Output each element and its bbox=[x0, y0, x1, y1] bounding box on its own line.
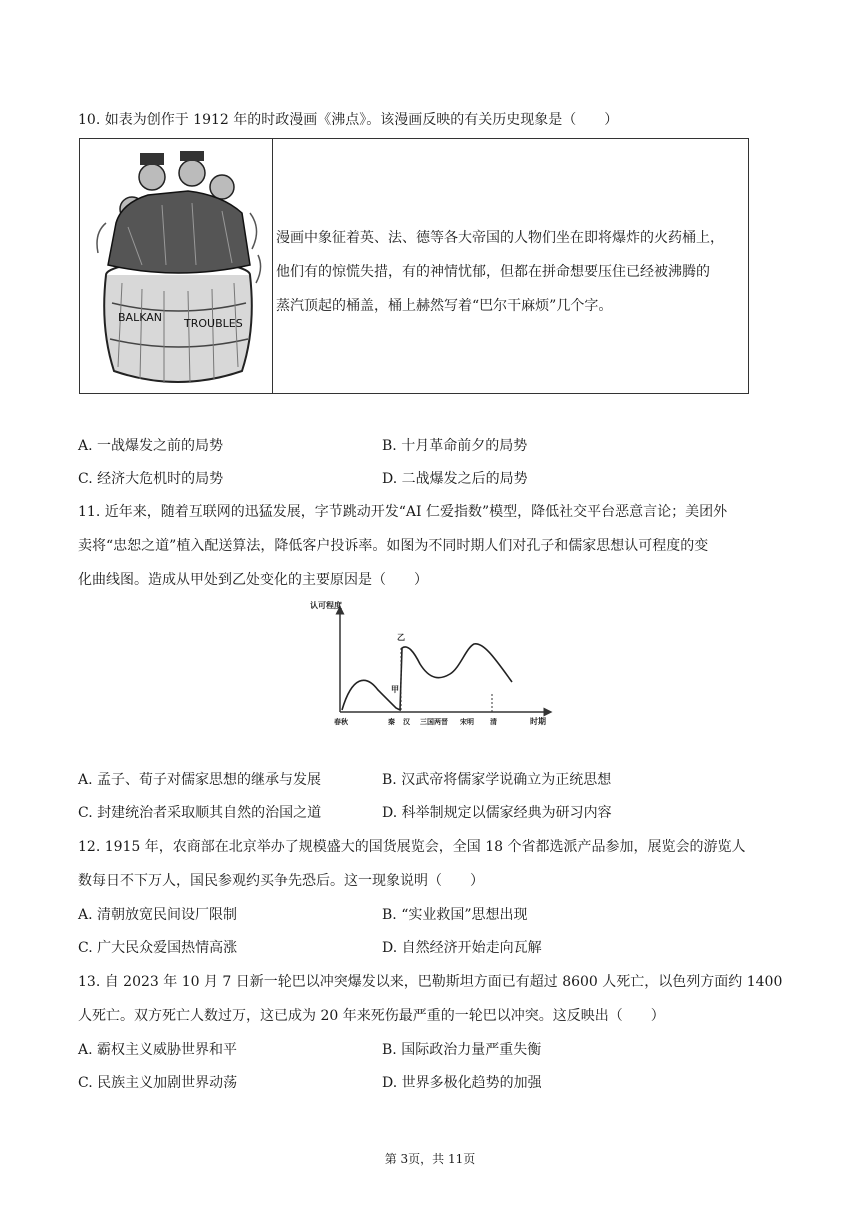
page-footer: 第 3页，共 11页 bbox=[384, 1152, 476, 1166]
q10-stem: 10. 如表为创作于 1912 年的时政漫画《沸点》。该漫画反映的有关历史现象是（ ） bbox=[78, 112, 619, 128]
cartoon-description bbox=[276, 221, 750, 323]
q11-stem-line: 11. 近年来，随着互联网的迅猛发展，字节跳动开发“AI 仁爱指数”模型，降低社交平台恶意言论；美团外 bbox=[78, 504, 728, 520]
x-tick-label: 宋明 bbox=[460, 717, 474, 726]
q13-option-c[interactable]: C. 民族主义加剧世界动荡 bbox=[78, 1075, 238, 1091]
x-tick-label: 汉 bbox=[403, 717, 410, 726]
table-divider bbox=[272, 139, 273, 393]
description-line: 蒸汽顶起的桶盖，桶上赫然写着“巴尔干麻烦”几个字。 bbox=[276, 298, 613, 314]
x-tick-label: 清 bbox=[490, 717, 497, 726]
description-line: 他们有的惊慌失措，有的神情忧郁，但都在拼命想要压住已经被沸腾的 bbox=[276, 264, 710, 280]
x-tick-label: 三国两晋 bbox=[420, 717, 448, 726]
q10-option-c[interactable]: C. 经济大危机时的局势 bbox=[78, 471, 224, 487]
q10-option-a[interactable]: A. 一战爆发之前的局势 bbox=[78, 438, 224, 454]
q11-option-b[interactable]: B. 汉武帝将儒家学说确立为正统思想 bbox=[382, 772, 612, 788]
barrel-label-balkan: BALKAN bbox=[118, 311, 162, 324]
q12-stem-line: 12. 1915 年，农商部在北京举办了规模盛大的国货展览会，全国 18 个省都选派产品参加，展览会的游览人 bbox=[78, 839, 746, 855]
q12-stem-line: 数每日不下万人，国民参观约买争先恐后。这一现象说明（ ） bbox=[78, 873, 484, 889]
q10-option-b[interactable]: B. 十月革命前夕的局势 bbox=[382, 438, 528, 454]
q13-option-a[interactable]: A. 霸权主义威胁世界和平 bbox=[78, 1042, 238, 1058]
barrel-label-troubles: TROUBLES bbox=[184, 317, 243, 330]
q12-option-a[interactable]: A. 清朝放宽民间设厂限制 bbox=[78, 907, 238, 923]
acceptance-curve-chart bbox=[308, 598, 558, 738]
q10-table bbox=[79, 138, 749, 394]
q10-option-d[interactable]: D. 二战爆发之后的局势 bbox=[382, 471, 528, 487]
q13-option-b[interactable]: B. 国际政治力量严重失衡 bbox=[382, 1042, 542, 1058]
x-tick-label: 春秋 bbox=[334, 717, 348, 726]
y-axis-label: 认可程度 bbox=[310, 600, 342, 610]
q12-option-b[interactable]: B. “实业救国”思想出现 bbox=[382, 907, 528, 923]
description-line: 漫画中象征着英、法、德等各大帝国的人物们坐在即将爆炸的火药桶上， bbox=[276, 230, 724, 246]
q11-option-d[interactable]: D. 科举制规定以儒家经典为研习内容 bbox=[382, 805, 612, 821]
q13-option-d[interactable]: D. 世界多极化趋势的加强 bbox=[382, 1075, 542, 1091]
acceptance-curve bbox=[342, 644, 512, 710]
q13-stem-line: 人死亡。双方死亡人数过万，这已成为 20 年来死伤最严重的一轮巴以冲突。这反映出（ ） bbox=[78, 1008, 665, 1024]
x-axis-label: 时期 bbox=[530, 716, 546, 726]
x-tick-label: 秦 bbox=[388, 717, 395, 726]
q11-option-a[interactable]: A. 孟子、荀子对儒家思想的继承与发展 bbox=[78, 772, 322, 788]
mark-yi: 乙 bbox=[397, 632, 405, 642]
q11-option-c[interactable]: C. 封建统治者采取顺其自然的治国之道 bbox=[78, 805, 322, 821]
mark-jia: 甲 bbox=[391, 684, 399, 694]
q11-stem-line: 化曲线图。造成从甲处到乙处变化的主要原因是（ ） bbox=[78, 572, 428, 588]
q13-stem-line: 13. 自 2023 年 10 月 7 日新一轮巴以冲突爆发以来，巴勒斯坦方面已有超过 8600 人死亡，以色列方面约 1400 bbox=[78, 974, 783, 990]
q12-option-c[interactable]: C. 广大民众爱国热情高涨 bbox=[78, 940, 238, 956]
q12-option-d[interactable]: D. 自然经济开始走向瓦解 bbox=[382, 940, 542, 956]
q11-stem-line: 卖将“忠恕之道”植入配送算法，降低客户投诉率。如图为不同时期人们对孔子和儒家思想认可程度的变 bbox=[78, 538, 709, 554]
cartoon-image bbox=[92, 143, 264, 389]
